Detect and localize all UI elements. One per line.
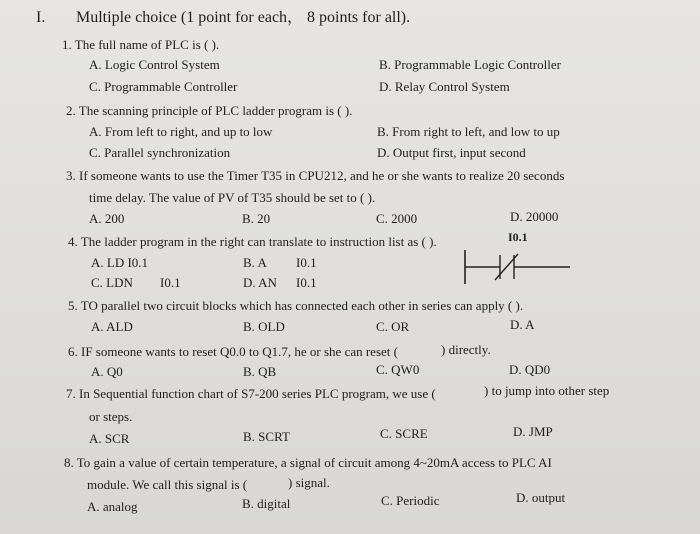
question-8-stem-line2: module. We call this signal is ( bbox=[87, 477, 248, 492]
question-1-stem: 1. The full name of PLC is ( ). bbox=[62, 37, 220, 52]
q2-option-c: C. Parallel synchronization bbox=[89, 145, 231, 160]
q5-option-c: C. OR bbox=[376, 319, 410, 334]
question-7-stem-end: ) to jump into other step bbox=[484, 383, 610, 398]
question-8-stem-line2-end: ) signal. bbox=[288, 475, 330, 490]
q2-option-b: B. From right to left, and low to up bbox=[377, 124, 560, 139]
q5-option-a: A. ALD bbox=[91, 319, 133, 334]
q7-option-d: D. JMP bbox=[513, 424, 553, 439]
q2-option-a: A. From left to right, and up to low bbox=[89, 124, 273, 139]
q1-option-b: B. Programmable Logic Controller bbox=[379, 57, 561, 72]
q1-option-a: A. Logic Control System bbox=[89, 57, 220, 72]
question-2-stem: 2. The scanning principle of PLC ladder program is ( ). bbox=[66, 103, 353, 118]
q7-option-b: B. SCRT bbox=[243, 429, 290, 444]
q6-option-a: A. Q0 bbox=[91, 364, 123, 379]
q4-option-d-operand: I0.1 bbox=[296, 275, 317, 290]
question-6-stem-end: ) directly. bbox=[441, 342, 491, 357]
question-7-stem: 7. In Sequential function chart of S7-200 series PLC program, we use ( bbox=[66, 386, 436, 401]
q8-option-b: B. digital bbox=[242, 496, 291, 511]
q4-option-b-operand: I0.1 bbox=[296, 255, 317, 270]
question-5-stem: 5. TO parallel two circuit blocks which has connected each other in series can apply ( ). bbox=[68, 298, 524, 313]
q3-option-b: B. 20 bbox=[242, 211, 271, 226]
ladder-diagram bbox=[462, 246, 572, 288]
q8-option-d: D. output bbox=[516, 490, 566, 505]
q3-option-a: A. 200 bbox=[89, 211, 125, 226]
q2-option-d: D. Output first, input second bbox=[377, 145, 526, 160]
q1-option-d: D. Relay Control System bbox=[379, 79, 510, 94]
q4-option-a: A. LD I0.1 bbox=[91, 255, 149, 270]
q6-option-b: B. QB bbox=[243, 364, 277, 379]
q6-option-d: D. QD0 bbox=[509, 362, 551, 377]
q7-option-a: A. SCR bbox=[89, 431, 130, 446]
section-title: Multiple choice (1 point for each， 8 points for all). bbox=[76, 9, 411, 26]
question-3-stem: 3. If someone wants to use the Timer T35 in CPU212, and he or she wants to realize 20 seconds bbox=[66, 168, 565, 183]
q5-option-b: B. OLD bbox=[243, 319, 285, 334]
section-number: I. bbox=[36, 9, 46, 26]
q4-option-b: B. A bbox=[243, 255, 267, 270]
q3-option-c: C. 2000 bbox=[376, 211, 418, 226]
q4-option-c: C. LDN bbox=[91, 275, 133, 290]
q5-option-d: D. A bbox=[510, 317, 535, 332]
question-8-stem: 8. To gain a value of certain temperature, a signal of circuit among 4~20mA access to PLC AI bbox=[64, 455, 552, 470]
question-3-stem-line2: time delay. The value of PV of T35 should be set to ( ). bbox=[89, 190, 376, 205]
question-6-stem: 6. IF someone wants to reset Q0.0 to Q1.7, he or she can reset ( bbox=[68, 344, 398, 359]
q8-option-c: C. Periodic bbox=[381, 493, 440, 508]
q3-option-d: D. 20000 bbox=[510, 209, 559, 224]
q7-option-c: C. SCRE bbox=[380, 426, 428, 441]
q4-option-c-operand: I0.1 bbox=[160, 275, 181, 290]
question-7-stem-line2: or steps. bbox=[89, 409, 133, 424]
q8-option-a: A. analog bbox=[87, 499, 138, 514]
ladder-contact-label: I0.1 bbox=[508, 230, 528, 244]
q1-option-c: C. Programmable Controller bbox=[89, 79, 238, 94]
q4-option-d: D. AN bbox=[243, 275, 277, 290]
question-4-stem: 4. The ladder program in the right can translate to instruction list as ( ). bbox=[68, 234, 437, 249]
q6-option-c: C. QW0 bbox=[376, 362, 420, 377]
